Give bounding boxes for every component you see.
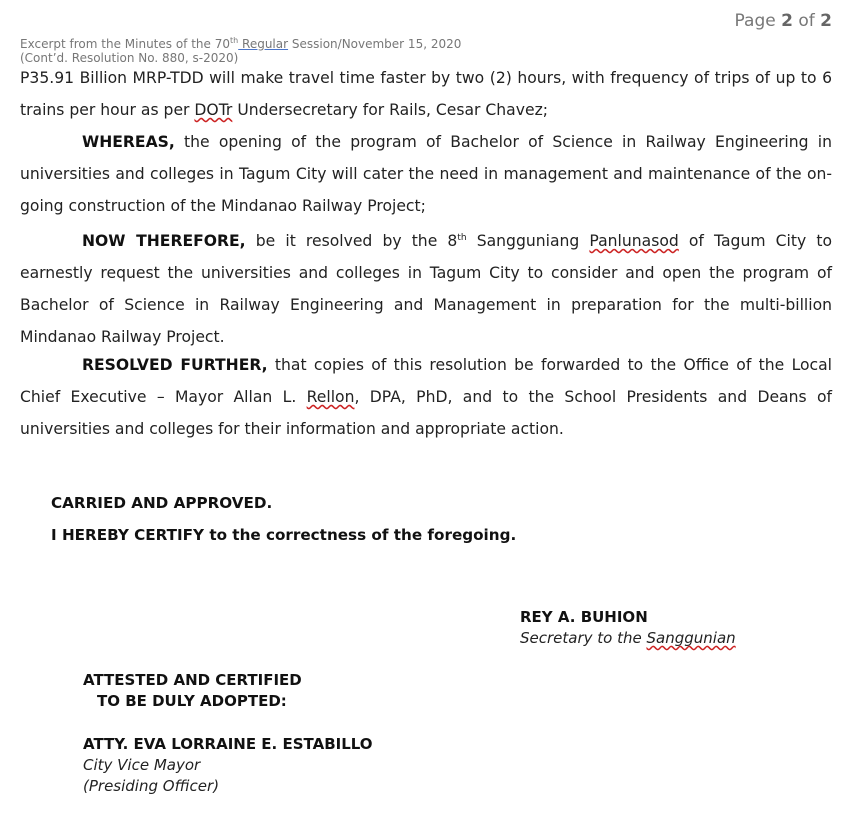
paragraph-resolved-further: RESOLVED FURTHER, that copies of this resolution be forwarded to the Office of the Local Chief Executive – Mayor Allan L. Rellon, DPA, PhD, and to the School Presidents and Deans of universities and colleges for their information and appropriate action. — [20, 356, 832, 438]
paragraph-now-therefore: NOW THEREFORE, be it resolved by the 8th Sangguniang Panlunasod of Tagum City to earnestly request the universities and colleges in Tagum City to consider and open the program of Bachelor of Science in Railway Engineering and Management in preparation for the multi-billion Mindanao Railway Project. — [20, 232, 832, 347]
secretary-name: REY A. BUHION — [520, 608, 648, 626]
paragraph-continuation: P35.91 Billion MRP-TDD will make travel time faster by two (2) hours, with frequency of trips of up to 6 trains per hour as per DOTr Undersecretary for Rails, Cesar Chavez; — [20, 69, 832, 119]
certify-statement: I HEREBY CERTIFY to the correctness of the foregoing. — [51, 526, 517, 544]
excerpt-header: Excerpt from the Minutes of the 70th Regular Session/November 15, 2020 — [20, 36, 462, 51]
attest-block: ATTESTED AND CERTIFIED TO BE DULY ADOPTED: — [83, 671, 302, 710]
page-number: Page 2 of 2 — [734, 11, 832, 31]
paragraph-whereas: WHEREAS, the opening of the program of Bachelor of Science in Railway Engineering in universities and colleges in Tagum City will cater the need in management and maintenance of the on-going construction of the Mindanao Railway Project; — [20, 133, 832, 215]
page-total: 2 — [820, 11, 832, 31]
presiding-officer-label: (Presiding Officer) — [83, 777, 220, 795]
carried-approved: CARRIED AND APPROVED. — [51, 494, 273, 512]
page-current: 2 — [781, 11, 793, 31]
vice-mayor-name: ATTY. EVA LORRAINE E. ESTABILLO — [83, 735, 373, 753]
continued-resolution-header: (Cont’d. Resolution No. 880, s-2020) — [20, 51, 239, 65]
secretary-title: Secretary to the Sanggunian — [520, 629, 736, 647]
vice-mayor-block — [83, 734, 373, 797]
secretary-block — [520, 607, 736, 649]
vice-mayor-title: City Vice Mayor — [83, 756, 201, 774]
